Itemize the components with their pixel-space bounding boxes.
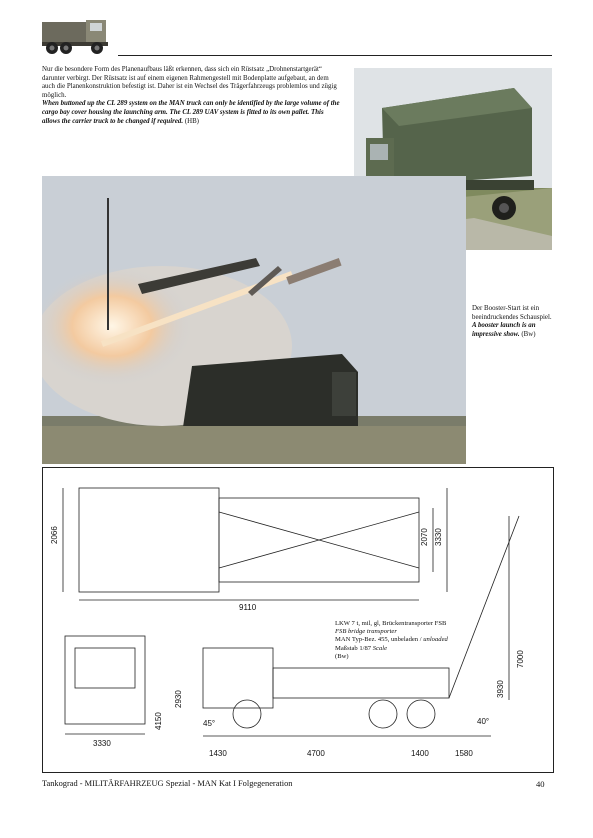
caption-right [472,305,556,339]
caption-top-english: When buttoned up the CL 289 system on the MAN truck can only be identified by the large volume of the cargo bay cover housing the launching arm. The CL 289 UAV system is fitted to its own pallet. This allows the carrier truck to be changed if required. [42,100,340,125]
caption-top [42,66,342,126]
dim-top-length: 9110 [239,603,257,612]
drawing-title-en: FSB bridge transporter [335,628,397,636]
dim-angle-rear: 40° [477,717,490,726]
header-truck-logo [40,14,112,56]
caption-right-credit: (Bw) [521,330,536,338]
dim-side-note: 4150 [154,712,163,730]
dim-overhang-front: 1430 [209,749,227,758]
drawing-title-de: LKW 7 t, mil, gl, Brückentransporter FSB [335,620,447,627]
caption-right-german: Der Booster-Start ist ein beeindruckendes Schauspiel. [472,305,552,321]
dim-top-outer: 3330 [434,528,443,546]
dim-wheelbase: 4700 [307,749,325,758]
dim-angle-front: 45° [203,719,216,728]
dim-front-width: 3330 [93,739,111,748]
dim-side-height-crane: 7000 [516,650,525,668]
drawing-type-prefix: MAN Typ-Bez. 455, unbeladen / [335,636,422,644]
caption-right-english: A booster launch is an impressive show. [472,322,536,338]
header-rule [118,55,552,56]
drawing-scale-prefix: Maßstab 1/87 [335,644,372,652]
dim-side-height-total: 3930 [496,680,505,698]
drawing-type-suffix: unloaded [423,636,448,644]
caption-top-credit: (HB) [184,117,199,125]
dim-overhang-rear: 1580 [455,749,473,758]
page-number: 40 [536,779,545,789]
dim-top-inner: 2070 [420,528,429,546]
technical-drawing [42,467,554,773]
dim-top-width: 2066 [50,526,59,544]
missile-launch-photo [42,176,466,464]
drawing-scale-suffix: Scale [372,644,388,652]
dim-axle-spacing: 1400 [411,749,429,758]
drawing-caption [335,620,505,661]
footer-text: Tankograd - MILITÄRFAHRZEUG Spezial - MAN Kat I Folgegeneration [42,779,293,788]
drawing-credit: (Bw) [335,652,349,660]
caption-top-german: Nur die besondere Form des Planenaufbaus läßt erkennen, dass sich ein Rüstsatz „Drohnenstartgerät“ darunter verbirgt. Der Rüstsatz ist auf einem eigenen Rahmengestell mit Bodenplatte aufgebaut, an dem auch die Planenkonstruktion befestigt ist. Daher ist ein Wechsel des Trägerfahrzeugs problemlos und zügig möglich. [42,66,337,99]
dim-side-height-cab: 2930 [174,690,183,708]
